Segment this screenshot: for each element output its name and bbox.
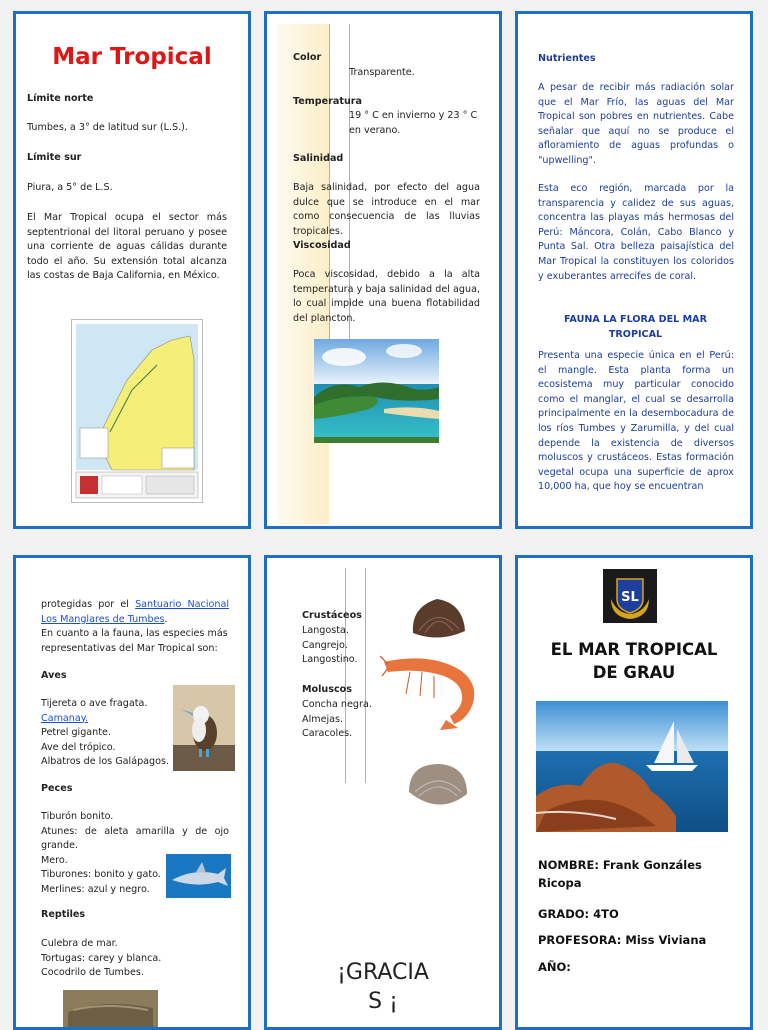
crustaceans-list <box>302 624 358 668</box>
nutrients-heading: Nutrientes <box>538 53 596 64</box>
temperature-heading: Temperatura <box>293 96 362 107</box>
color-text: Transparente. <box>349 67 415 78</box>
bird-link[interactable]: Camanay. <box>41 712 89 724</box>
nutrients-text: A pesar de recibir más radiación solar que el Mar Frío, las aguas del Mar Tropical son pobres en nutrientes. Cabe señalar que aquí no se produce el afloramiento de aguas profundas o "upwelling". <box>538 82 734 166</box>
cover-title-line: DE GRAU <box>592 663 676 682</box>
list-item: Almejas. <box>302 713 344 725</box>
grade-field: GRADO: 4TO <box>538 907 619 921</box>
shark-photo <box>166 854 231 898</box>
list-item[interactable] <box>41 712 169 727</box>
list-item: Ave del trópico. <box>41 741 116 753</box>
black-shell-photo <box>407 593 469 645</box>
south-limit-heading: Límite sur <box>27 152 82 163</box>
year-field: AÑO: <box>538 960 571 974</box>
salinity-heading: Salinidad <box>293 153 344 164</box>
mollusks-list <box>302 698 372 742</box>
list-item: Tortugas: carey y blanca. <box>41 952 162 964</box>
brochure-panel-crustaceans <box>264 555 502 1030</box>
list-item: Concha negra. <box>302 699 372 710</box>
list-item: Langosta. <box>302 625 349 636</box>
intro-suffix: . <box>164 613 168 625</box>
crocodile-photo <box>63 990 158 1030</box>
decorative-line <box>365 568 366 783</box>
salinity-text: Baja salinidad, por efecto del agua dulce que se introduce en el mar como consecuencia de las lluvias tropicales. <box>293 182 480 237</box>
thanks-line: ¡GRACIA <box>337 960 429 985</box>
intro-prefix: protegidas por el <box>41 599 136 610</box>
thanks-line: S ¡ <box>368 989 398 1014</box>
viscosity-heading: Viscosidad <box>293 240 351 251</box>
sanctuary-link[interactable]: Santuario Nacional Los Manglares de Tumbes <box>41 599 229 625</box>
school-logo-icon <box>603 569 657 623</box>
brochure-panel-limits <box>13 11 251 529</box>
temperature-text: 19 ° C en invierno y 23 ° C en verano. <box>349 110 478 136</box>
bird-photo <box>173 685 235 771</box>
beach-photo <box>314 339 439 443</box>
decorative-line <box>345 568 346 783</box>
list-item: Albatros de los Galápagos. <box>41 756 170 768</box>
intro-rest: En cuanto a la fauna, las especies más representativas del Mar Tropical son: <box>41 628 228 654</box>
mollusks-heading: Moluscos <box>302 684 352 695</box>
list-item: Merlines: azul y negro. <box>41 883 150 895</box>
list-item: Mero. <box>41 854 68 866</box>
fauna-flora-text: Presenta una especie única en el Perú: el mangle. Esta planta forma un ecosistema muy particular conocido como el manglar, el cual se desarrolla principalmente en la desembocadura de los ríos Tumbes y Zarumilla, y del cual depende la existencia de diversos moluscos y crustáceos. Estas formación vegetal ocupa una superficie de aprox 10,000 ha, que hoy se encuentran <box>538 350 734 493</box>
list-item: Atunes: de aleta amarilla y de ojo grande. <box>41 825 229 852</box>
north-limit-heading: Límite norte <box>27 93 94 104</box>
shrimp-photo <box>380 650 490 730</box>
south-limit-text: Piura, a 5° de L.S. <box>27 182 113 193</box>
map-icon <box>71 319 203 503</box>
color-heading: Color <box>293 52 322 63</box>
thanks-message <box>267 958 499 1016</box>
birds-heading: Aves <box>41 670 67 681</box>
reptiles-list <box>41 937 161 981</box>
brochure-panel-fauna <box>13 555 251 1030</box>
brochure-panel-nutrients <box>515 11 753 529</box>
list-item: Petrel gigante. <box>41 727 111 739</box>
cover-title <box>518 638 750 684</box>
main-title: Mar Tropical <box>52 44 212 70</box>
description-paragraph: El Mar Tropical ocupa el sector más septentrional del litoral peruano y posee una corriente de aguas cálidas durante todo el año. Su extensión total alcanza las costas de Baja California, en México. <box>27 212 227 282</box>
teacher-field: PROFESORA: Miss Viviana <box>538 933 707 947</box>
list-item: Culebra de mar. <box>41 938 118 949</box>
viscosity-text: Poca viscosidad, debido a la alta temperatura y baja salinidad del agua, lo cual impide una buena flotabilidad del plancton. <box>293 269 480 324</box>
fauna-intro <box>41 598 229 656</box>
reptiles-heading: Reptiles <box>41 909 86 920</box>
list-item: Langostino. <box>302 654 358 666</box>
ecoregion-text: Esta eco región, marcada por la transparencia y calidez de sus aguas, concentra las playas más hermosas del Perú: Máncora, Colán, Cabo Blanco y Punta Sal. Otra belleza paisajística del Mar Tropical la constituyen los coloridos y exuberantes arrecifes de coral. <box>538 183 734 282</box>
clam-shell-photo <box>405 756 471 818</box>
list-item: Cocodrilo de Tumbes. <box>41 967 144 979</box>
brochure-panel-characteristics <box>264 11 502 529</box>
cover-title-line: EL MAR TROPICAL <box>550 640 718 659</box>
list-item: Cangrejo. <box>302 639 348 651</box>
list-item: Tiburones: bonito y gato. <box>41 869 161 881</box>
crustaceans-heading: Crustáceos <box>302 610 362 621</box>
logo-text: SL <box>621 590 639 605</box>
birds-list <box>41 697 169 770</box>
fish-heading: Peces <box>41 783 73 794</box>
student-name: NOMBRE: Frank Gonzáles Ricopa <box>538 858 702 890</box>
fauna-flora-heading: FAUNA LA FLORA DEL MAR TROPICAL <box>563 314 707 340</box>
list-item: Tijereta o ave fragata. <box>41 698 148 709</box>
list-item: Caracoles. <box>302 728 353 740</box>
sailboat-photo <box>536 701 728 832</box>
list-item: Tiburón bonito. <box>41 811 114 822</box>
north-limit-text: Tumbes, a 3° de latitud sur (L.S.). <box>27 122 188 133</box>
brochure-panel-cover <box>515 555 753 1030</box>
